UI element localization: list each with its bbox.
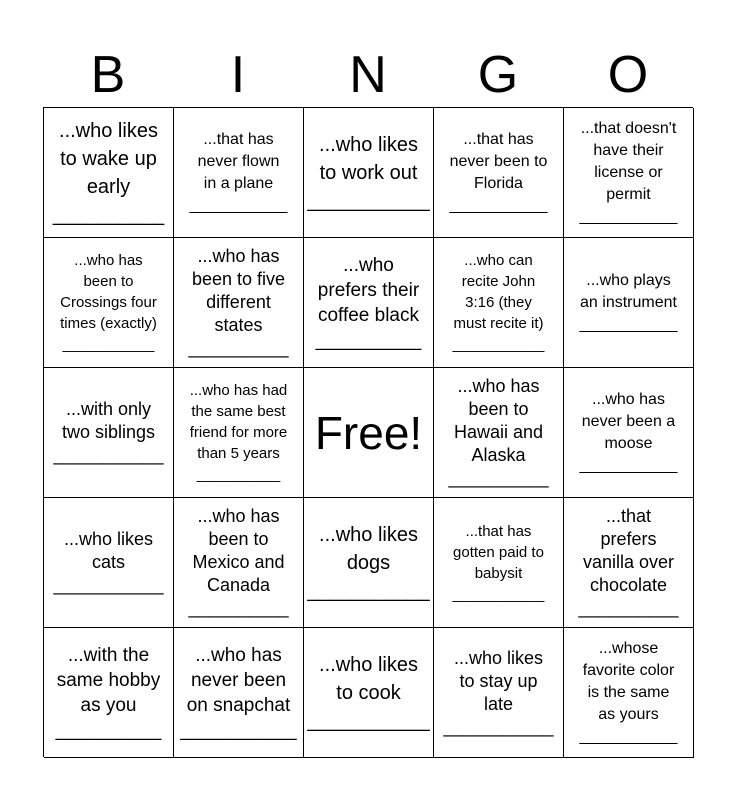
header-letter-g: G (477, 46, 519, 104)
bingo-cell[interactable] (174, 628, 304, 758)
bingo-cell[interactable] (304, 238, 434, 368)
bingo-cell[interactable] (434, 238, 564, 368)
bingo-cell[interactable] (564, 368, 694, 498)
cell-prompt: ...who has never been on snapchat ___________ (180, 644, 297, 741)
cell-prompt: ...that has never flown in a plane ___________ (189, 130, 288, 214)
cell-prompt: ...that doesn't have their license or permit ___________ (579, 119, 678, 225)
bingo-cell[interactable] (564, 238, 694, 368)
bingo-cell[interactable] (434, 108, 564, 238)
bingo-cell[interactable] (44, 238, 174, 368)
bingo-cell[interactable] (564, 108, 694, 238)
bingo-cell[interactable] (434, 628, 564, 758)
cell-prompt: ...who likes dogs ___________ (307, 523, 430, 602)
cell-prompt: ...who has been to Mexico and Canada __________ (188, 506, 289, 618)
bingo-cell[interactable] (564, 628, 694, 758)
cell-prompt: ...who likes to stay up late ___________ (443, 647, 554, 737)
bingo-cell[interactable] (174, 368, 304, 498)
cell-prompt: ...who likes to cook ___________ (307, 653, 430, 732)
cell-prompt: ...whose favorite color is the same as yours ___________ (579, 639, 678, 745)
cell-prompt: ...who has never been a moose ___________ (579, 390, 678, 474)
free-space-cell[interactable] (304, 368, 434, 498)
bingo-cell[interactable] (174, 108, 304, 238)
cell-prompt: ...who has had the same best friend for more than 5 years __________ (189, 382, 288, 483)
cell-prompt: ...with the same hobby as you __________ (55, 644, 162, 741)
bingo-cell[interactable] (304, 108, 434, 238)
header-letter-o: O (607, 46, 649, 104)
bingo-cell[interactable] (564, 498, 694, 628)
bingo-cell[interactable] (174, 498, 304, 628)
bingo-cell[interactable] (304, 498, 434, 628)
bingo-cell[interactable] (434, 498, 564, 628)
header-letter-b: B (90, 46, 126, 104)
cell-prompt: ...who plays an instrument ___________ (579, 271, 678, 333)
bingo-cell[interactable] (434, 368, 564, 498)
bingo-cell[interactable] (44, 368, 174, 498)
cell-prompt: ...who prefers their coffee black __________ (315, 254, 422, 351)
cell-prompt: ...who likes to wake up early __________ (52, 119, 165, 226)
free-space-label: Free! (314, 406, 423, 459)
cell-prompt: ...who has been to Crossings four times (exactly) ___________ (60, 252, 157, 353)
cell-prompt: ...who likes to work out ___________ (307, 133, 430, 212)
cell-prompt: ...that has never been to Florida ___________ (449, 130, 548, 214)
cell-prompt: ...who has been to five different states __________ (188, 246, 289, 358)
cell-prompt: ...who has been to Hawaii and Alaska __________ (448, 376, 549, 488)
bingo-cell[interactable] (44, 108, 174, 238)
bingo-grid (43, 107, 693, 757)
bingo-cell[interactable] (304, 628, 434, 758)
bingo-cell[interactable] (44, 628, 174, 758)
bingo-cell[interactable] (174, 238, 304, 368)
cell-prompt: ...who can recite John 3:16 (they must recite it) ___________ (452, 252, 545, 353)
header-letter-i: I (230, 46, 246, 104)
cell-prompt: ...that prefers vanilla over chocolate __________ (578, 506, 679, 618)
header-letter-n: N (349, 46, 387, 104)
bingo-header (43, 42, 693, 108)
cell-prompt: ...with only two siblings ___________ (53, 399, 164, 465)
cell-prompt: ...that has gotten paid to babysit ___________ (452, 522, 545, 603)
bingo-cell[interactable] (44, 498, 174, 628)
cell-prompt: ...who likes cats ___________ (53, 529, 164, 595)
